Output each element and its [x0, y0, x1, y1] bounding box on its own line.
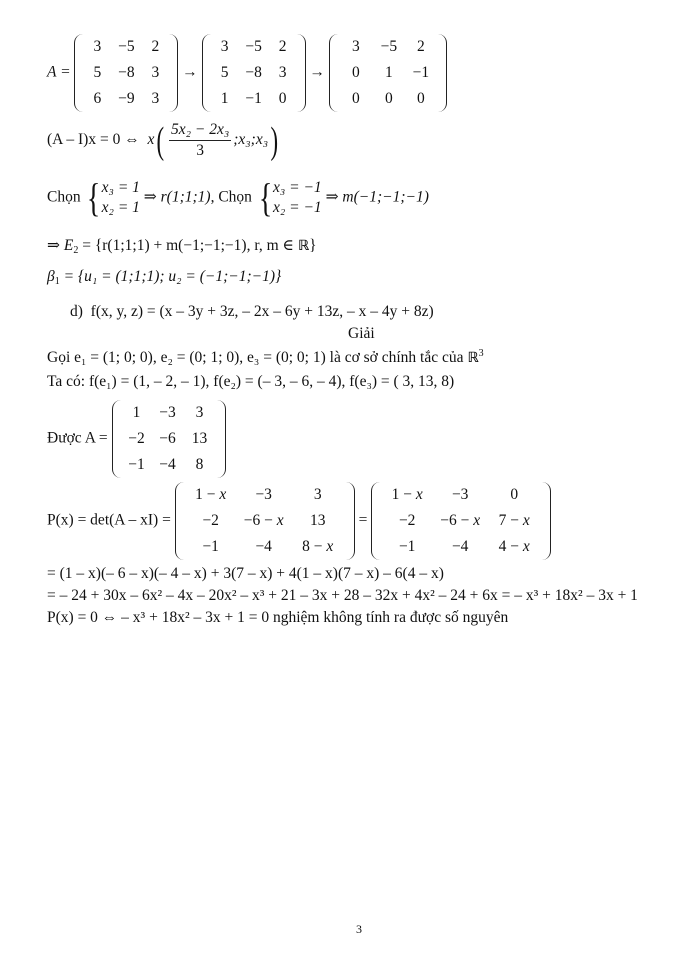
matrix-cell: 0 — [352, 90, 360, 107]
matrix-cell: 13 — [309, 512, 326, 529]
matrix-cell: 2 — [278, 38, 287, 55]
matrix-cell: 0 — [352, 64, 360, 81]
matrix-cell: 0 — [417, 90, 425, 107]
matrix-cell: −3 — [255, 486, 272, 503]
matrix-cell: 8 — [195, 456, 204, 473]
matrix-cell: −8 — [245, 64, 262, 81]
matrix-cell: 5 — [93, 64, 102, 81]
matrix-cell: 3 — [313, 486, 322, 503]
real-numbers-symbol: ℝ — [467, 350, 479, 366]
matrix-cell: 7 − x — [498, 512, 530, 529]
real-numbers-symbol: ℝ — [297, 238, 310, 254]
standard-basis-line: Gọi e₁ = (1; 0; 0), e₂ = (0; 1; 0), e₃ = (0; 0; 1) là cơ sở chính tắc của ℝ$^3$ — [47, 348, 484, 366]
result-m: ⇒ m(−1;−1;−1) — [325, 188, 429, 206]
equation-lhs: (A – I)x = 0 — [47, 131, 121, 149]
matrix-cell: −1 — [128, 456, 145, 473]
matrix-a-minus-xi — [175, 482, 355, 560]
matrix-cell: 1 − x — [195, 486, 227, 503]
matrix-cell: −1 — [202, 538, 219, 555]
matrix-cell: 2 — [151, 38, 160, 55]
matrix-a — [74, 34, 178, 112]
matrix-cell: 3 — [151, 90, 160, 107]
matrix-cell: 13 — [191, 430, 208, 447]
row-reduction — [47, 34, 447, 112]
fraction: $\frac{\text{5x₂ − 2x₃}}{3}$ — [171, 121, 230, 159]
arrow-icon: → — [182, 63, 198, 81]
vector-tail: ;x₃;x₃ — [233, 131, 269, 149]
chon-label: Chọn — [47, 188, 81, 206]
matrix-cell: −2 — [398, 512, 416, 529]
expansion-line-2: = – 24 + 30x – 6x² – 4x – 20x² – x³ + 21 – 3x + 28 – 32x + 4x² – 24 + 6x = – x³ + 18x² – 3x + 1 — [47, 587, 638, 604]
matrix-cell: 3 — [278, 64, 287, 81]
matrix-cell: −1 — [412, 64, 430, 81]
matrix-cell: 3 — [195, 404, 204, 421]
result-r: ⇒ r(1;1;1) — [143, 188, 211, 206]
problem-d: d) f(x, y, z) = (x – 3y + 3z, – 2x – 6y + 13z, – x – 4y + 8z) — [70, 303, 434, 320]
expansion-line-3: P(x) = 0 ⇔ – x³ + 18x² – 3x + 1 = 0 nghiệm không tính ra được số nguyên — [47, 609, 509, 626]
expansion-line-1: = (1 – x)(– 6 – x)(– 4 – x) + 3(7 – x) + 4(1 – x)(7 – x) – 6(4 – x) — [47, 565, 444, 582]
matrix-cell: −9 — [118, 90, 135, 107]
matrix-a-values — [112, 400, 226, 478]
chon-label-2: , Chọn — [210, 188, 252, 206]
eigenspace-line: ⇒ $E_2$ = {r(1;1;1) + m(−1;−1;−1), r, m ∈ ℝ} — [47, 237, 317, 256]
matrix-cell: 1 − x — [391, 486, 423, 503]
matrix-cell: 5 — [220, 64, 229, 81]
matrix-cell: −5 — [245, 38, 262, 55]
images-line: Ta có: f(e₁) = (1, – 2, – 1), f(e₂) = (– 3, – 6, – 4), f(e₃) = ( 3, 13, 8) — [47, 373, 455, 390]
matrix-cell: 3 — [220, 38, 229, 55]
solution-heading: Giải — [348, 325, 375, 342]
matrix-cell: −4 — [159, 456, 176, 473]
matrix-cell: −4 — [451, 538, 469, 555]
arrow-icon: → — [309, 63, 326, 81]
system-1: x₃ = 1 x₂ = 1 — [101, 179, 140, 216]
char-poly-line: P(x) = det(A – xI) = 1 − x −3 3 −2 −6 − x 13 −1 −4 8 − x = 1 − x −3 0 −2 −6 − x 7 − x −1 −4 4 − x — [47, 482, 551, 560]
matrix-step2 — [202, 34, 306, 112]
matrix-cell: −5 — [118, 38, 135, 55]
matrix-cell: −6 — [159, 430, 176, 447]
matrix-cell: 6 — [93, 90, 102, 107]
matrix-cell: 3 — [93, 38, 102, 55]
matrix-cell: 0 — [510, 486, 519, 503]
matrix-a-line: Được A = 1 −3 3 −2 −6 13 −1 −4 8 — [47, 400, 226, 478]
matrix-cell: 0 — [278, 90, 287, 107]
matrix-cell: −8 — [118, 64, 135, 81]
matrix-cell: 1 — [220, 90, 229, 107]
equiv-icon: ⇔ — [124, 131, 140, 149]
matrix-cell: 1 — [132, 404, 141, 421]
matrix-cell: −6 − x — [243, 512, 284, 529]
matrix-cell: −4 — [255, 538, 272, 555]
matrix-cell: −2 — [202, 512, 219, 529]
choose-row: Chọn { x₃ = 1 x₂ = 1 ⇒ r(1;1;1), Chọn { x₃ = −1 x₂ = −1 ⇒ m(−1;−1;−1) — [47, 175, 429, 220]
matrix-cell: −2 — [128, 430, 145, 447]
matrix-cell: 0 — [385, 90, 393, 107]
eigen-equation: (A – I)x = 0 ⇔ x( $\frac{\text{5x₂ − 2x₃}}{3}$ ;x₃;x₃) — [47, 119, 279, 162]
matrix-cell: 4 − x — [498, 538, 530, 555]
matrix-cell: 3 — [352, 38, 360, 55]
matrix-cell: −6 − x — [440, 512, 481, 529]
matrix-cell: 3 — [151, 64, 160, 81]
matrix-cell: −1 — [245, 90, 262, 107]
matrix-cell: −3 — [451, 486, 469, 503]
matrix-cell: 8 − x — [302, 538, 334, 555]
matrix-step3 — [329, 34, 447, 112]
vector-x: x — [147, 131, 155, 149]
matrix-cell: −3 — [159, 404, 176, 421]
system-2: x₃ = −1 x₂ = −1 — [273, 179, 322, 216]
matrix-cell: 2 — [417, 38, 425, 55]
matrix-cell: 1 — [385, 64, 393, 81]
basis-line: $\beta_1 = \{u_1$ = (1;1;1); u₂ = (−1;−1;−1)} — [47, 268, 282, 287]
matrix-reduced — [371, 482, 551, 560]
matrix-cell: −5 — [380, 38, 398, 55]
matrix-cell: −1 — [398, 538, 416, 555]
page-number: 3 — [356, 922, 362, 936]
matrix-label: A = — [47, 63, 71, 81]
